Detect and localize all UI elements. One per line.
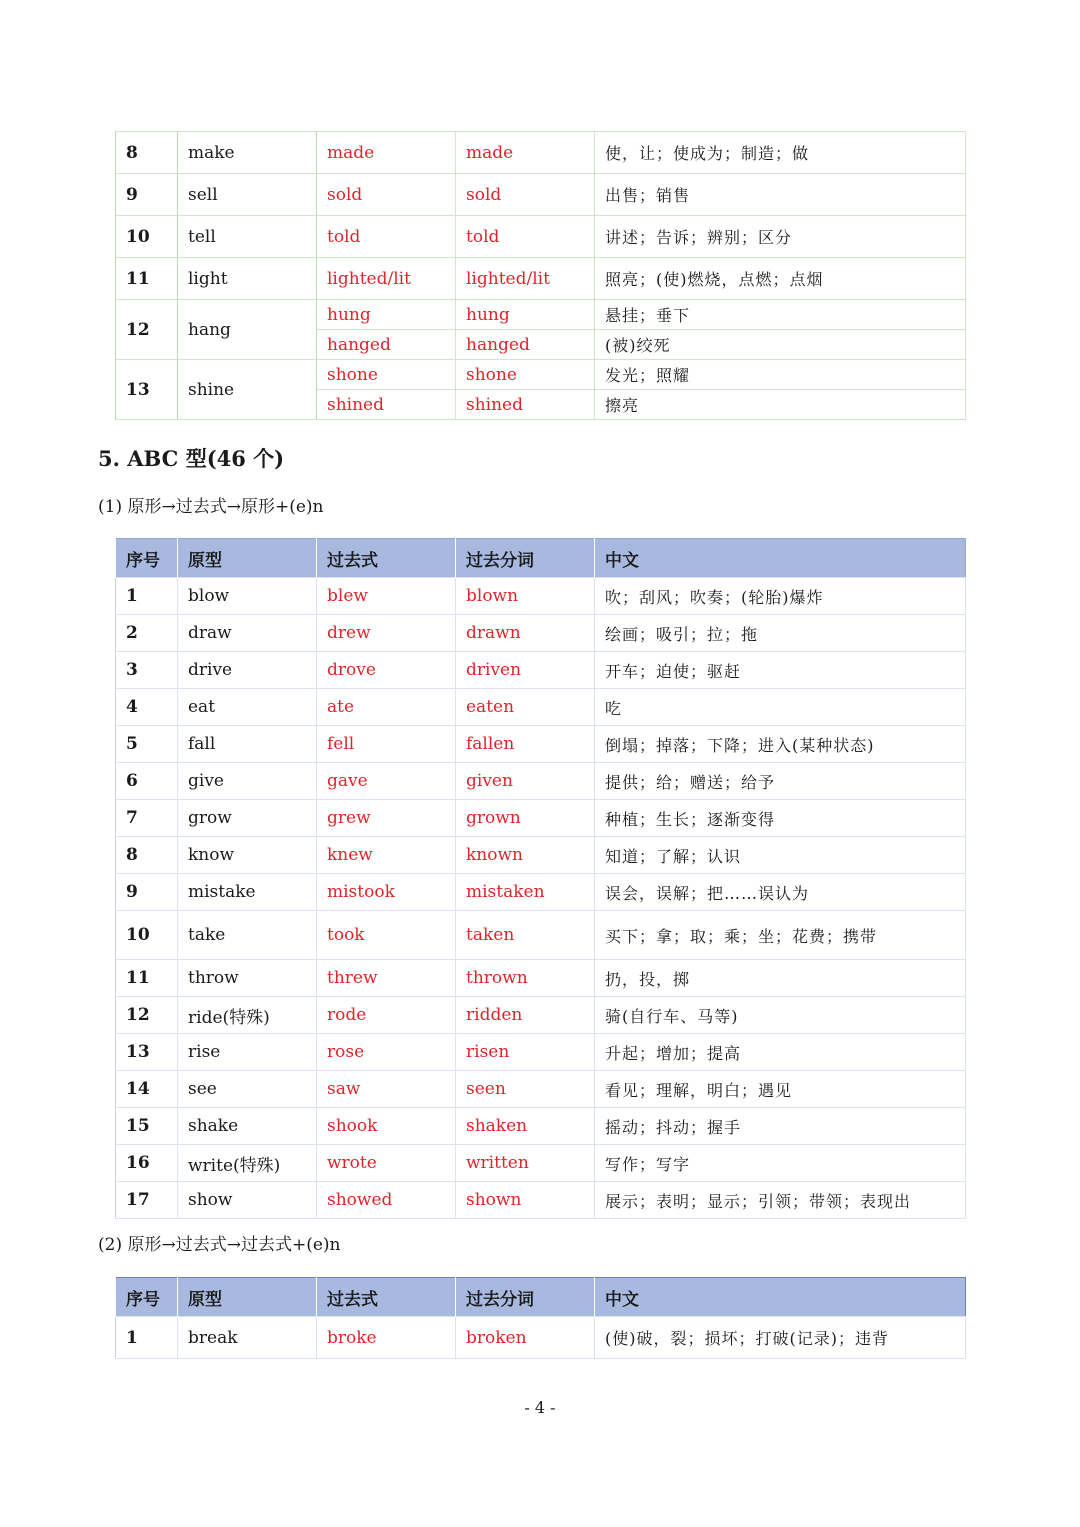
base-form: hang [178,300,317,360]
chinese-meaning: (使)破，裂；损坏；打破(记录)；违背 [595,1317,966,1359]
row-number: 7 [116,800,178,837]
row-number: 13 [116,360,178,420]
verb-table-continued [115,131,966,420]
base-form: eat [178,689,317,726]
table-row [116,1317,966,1359]
past-participle: risen [456,1034,595,1071]
header-base: 原型 [178,539,317,578]
past-participle: shined [456,390,595,420]
chinese-meaning: 骑(自行车、马等) [595,997,966,1034]
past-participle: seen [456,1071,595,1108]
row-number: 6 [116,763,178,800]
chinese-meaning: 摇动；抖动；握手 [595,1108,966,1145]
past-tense: shone [317,360,456,390]
verb-table-abc-2 [115,1277,966,1359]
past-participle: sold [456,174,595,216]
chinese-meaning: 倒塌；掉落；下降；进入(某种状态) [595,726,966,763]
table-row [116,800,966,837]
chinese-meaning: 讲述；告诉；辨别；区分 [595,216,966,258]
page-number: - 4 - [524,1398,556,1417]
past-tense: grew [317,800,456,837]
table-row [116,174,966,216]
past-tense: blew [317,578,456,615]
table-header-row [116,1278,966,1317]
row-number: 12 [116,300,178,360]
chinese-meaning: 扔，投，掷 [595,960,966,997]
header-past-participle: 过去分词 [456,1278,595,1317]
base-form: sell [178,174,317,216]
header-number: 序号 [116,539,178,578]
base-form: make [178,132,317,174]
past-participle: driven [456,652,595,689]
past-participle: ridden [456,997,595,1034]
subsection-heading-1: (1) 原形→过去式→原形+(e)n [98,497,324,517]
base-form: take [178,911,317,960]
base-form: ride(特殊) [178,997,317,1034]
past-tense: sold [317,174,456,216]
past-tense: drove [317,652,456,689]
past-tense: shook [317,1108,456,1145]
past-participle: told [456,216,595,258]
base-form: drive [178,652,317,689]
base-form: see [178,1071,317,1108]
past-tense: saw [317,1071,456,1108]
row-number: 10 [116,911,178,960]
past-participle: drawn [456,615,595,652]
table-row [116,132,966,174]
past-tense: told [317,216,456,258]
past-participle: thrown [456,960,595,997]
past-tense: rode [317,997,456,1034]
row-number: 3 [116,652,178,689]
table-row [116,360,966,390]
past-tense: fell [317,726,456,763]
past-tense: drew [317,615,456,652]
header-base: 原型 [178,1278,317,1317]
row-number: 2 [116,615,178,652]
past-tense: wrote [317,1145,456,1182]
row-number: 16 [116,1145,178,1182]
base-form: light [178,258,317,300]
chinese-meaning: 升起；增加；提高 [595,1034,966,1071]
base-form: give [178,763,317,800]
chinese-meaning: 种植；生长；逐渐变得 [595,800,966,837]
chinese-meaning: 看见；理解，明白；遇见 [595,1071,966,1108]
base-form: fall [178,726,317,763]
table-row [116,1182,966,1219]
table-row [116,763,966,800]
base-form: rise [178,1034,317,1071]
header-past: 过去式 [317,1278,456,1317]
past-participle: known [456,837,595,874]
chinese-meaning: 照亮；(使)燃烧，点燃；点烟 [595,258,966,300]
row-number: 8 [116,837,178,874]
header-past-participle: 过去分词 [456,539,595,578]
past-participle: shown [456,1182,595,1219]
table-row [116,578,966,615]
row-number: 5 [116,726,178,763]
past-tense: rose [317,1034,456,1071]
subsection-heading-2: (2) 原形→过去式→过去式+(e)n [98,1235,341,1255]
table-row [116,258,966,300]
row-number: 1 [116,578,178,615]
table-row [116,960,966,997]
table-row [116,615,966,652]
past-participle: broken [456,1317,595,1359]
past-participle: shone [456,360,595,390]
row-number: 17 [116,1182,178,1219]
past-tense: showed [317,1182,456,1219]
past-tense: hanged [317,330,456,360]
past-participle: written [456,1145,595,1182]
row-number: 13 [116,1034,178,1071]
base-form: show [178,1182,317,1219]
base-form: shine [178,360,317,420]
row-number: 9 [116,174,178,216]
chinese-meaning: 出售；销售 [595,174,966,216]
row-number: 8 [116,132,178,174]
table-row [116,874,966,911]
chinese-meaning: 发光；照耀 [595,360,966,390]
table-row [116,300,966,330]
base-form: throw [178,960,317,997]
base-form: know [178,837,317,874]
past-tense: ate [317,689,456,726]
table-header-row [116,539,966,578]
past-tense: gave [317,763,456,800]
past-participle: blown [456,578,595,615]
base-form: tell [178,216,317,258]
chinese-meaning: 使，让；使成为；制造；做 [595,132,966,174]
row-number: 9 [116,874,178,911]
chinese-meaning: 买下；拿；取；乘；坐；花费；携带 [595,911,966,960]
table-row [116,1034,966,1071]
past-participle: grown [456,800,595,837]
past-tense: broke [317,1317,456,1359]
base-form: break [178,1317,317,1359]
past-participle: taken [456,911,595,960]
past-tense: knew [317,837,456,874]
table-row [116,997,966,1034]
past-participle: mistaken [456,874,595,911]
past-tense: threw [317,960,456,997]
row-number: 11 [116,258,178,300]
chinese-meaning: 开车；迫使；驱赶 [595,652,966,689]
table-row [116,1071,966,1108]
base-form: grow [178,800,317,837]
past-tense: made [317,132,456,174]
header-chinese: 中文 [595,1278,966,1317]
chinese-meaning: 擦亮 [595,390,966,420]
past-tense: mistook [317,874,456,911]
row-number: 15 [116,1108,178,1145]
past-tense: took [317,911,456,960]
base-form: shake [178,1108,317,1145]
past-participle: given [456,763,595,800]
past-tense: shined [317,390,456,420]
past-participle: made [456,132,595,174]
chinese-meaning: 绘画；吸引；拉；拖 [595,615,966,652]
row-number: 11 [116,960,178,997]
table-row [116,1145,966,1182]
table-row [116,652,966,689]
table-row [116,1108,966,1145]
chinese-meaning: 吃 [595,689,966,726]
header-chinese: 中文 [595,539,966,578]
row-number: 1 [116,1317,178,1359]
row-number: 4 [116,689,178,726]
base-form: blow [178,578,317,615]
section-heading-abc: 5. ABC 型(46 个) [98,446,285,471]
base-form: write(特殊) [178,1145,317,1182]
table-row [116,216,966,258]
chinese-meaning: 误会，误解；把……误认为 [595,874,966,911]
past-participle: eaten [456,689,595,726]
past-participle: fallen [456,726,595,763]
past-tense: hung [317,300,456,330]
row-number: 14 [116,1071,178,1108]
table-row [116,911,966,960]
past-participle: hung [456,300,595,330]
chinese-meaning: (被)绞死 [595,330,966,360]
chinese-meaning: 悬挂；垂下 [595,300,966,330]
past-participle: hanged [456,330,595,360]
chinese-meaning: 吹；刮风；吹奏；(轮胎)爆炸 [595,578,966,615]
chinese-meaning: 写作；写字 [595,1145,966,1182]
row-number: 10 [116,216,178,258]
chinese-meaning: 提供；给；赠送；给予 [595,763,966,800]
past-participle: lighted/lit [456,258,595,300]
base-form: draw [178,615,317,652]
base-form: mistake [178,874,317,911]
verb-table-abc-1 [115,538,966,1219]
row-number: 12 [116,997,178,1034]
past-participle: shaken [456,1108,595,1145]
past-tense: lighted/lit [317,258,456,300]
table-row [116,726,966,763]
chinese-meaning: 展示；表明；显示；引领；带领；表现出 [595,1182,966,1219]
table-row [116,837,966,874]
table-row [116,689,966,726]
header-number: 序号 [116,1278,178,1317]
header-past: 过去式 [317,539,456,578]
chinese-meaning: 知道；了解；认识 [595,837,966,874]
